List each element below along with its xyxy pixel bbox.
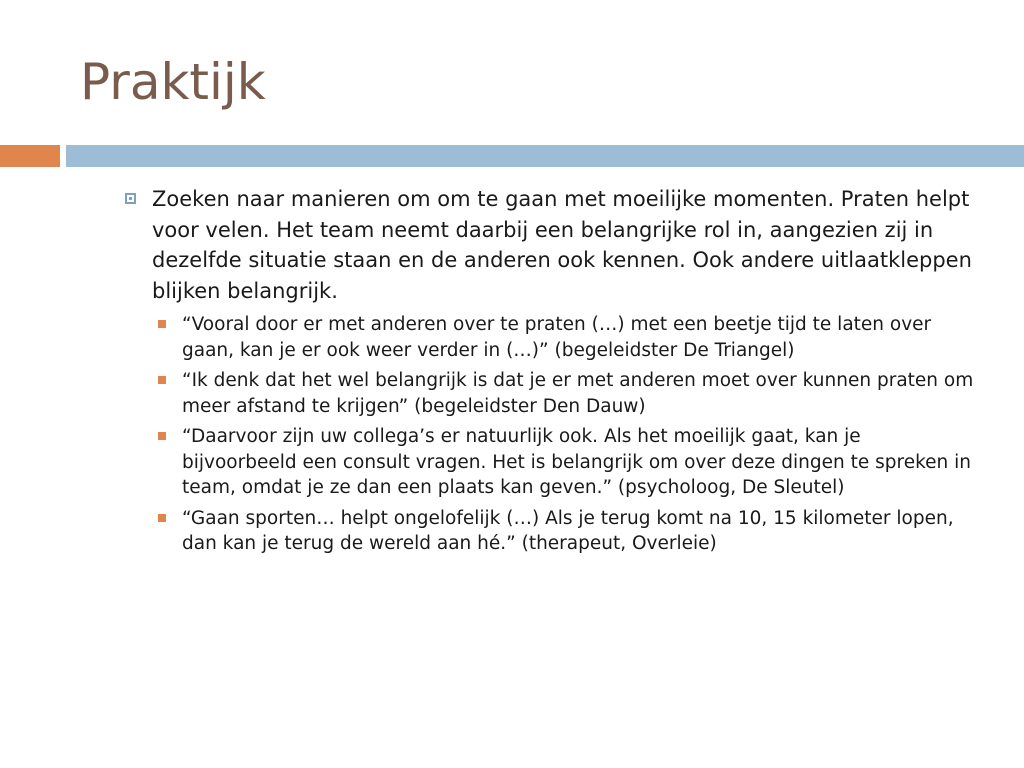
quote-text: “Daarvoor zijn uw collega’s er natuurlijk ook. Als het moeilijk gaat, kan je bijvoorbeeld een consult vragen. Het is belangrijk om over deze dingen te spreken in team, omdat je ze dan een plaats kan geven.” (psycholoog, De Sleutel) <box>182 426 972 498</box>
slide-title: Praktijk <box>80 53 266 111</box>
orange-square-bullet-icon <box>158 432 166 440</box>
orange-square-bullet-icon <box>158 320 166 328</box>
square-bullet-icon <box>125 193 136 204</box>
quote-item <box>158 368 975 419</box>
quote-item <box>158 312 975 363</box>
orange-square-bullet-icon <box>158 376 166 384</box>
quote-list <box>125 312 975 557</box>
orange-square-bullet-icon <box>158 514 166 522</box>
quote-text: “Gaan sporten… helpt ongelofelijk (…) Als je terug komt na 10, 15 kilometer lopen, dan kan je terug de wereld aan hé.” (therapeut, Overleie) <box>182 507 954 554</box>
main-bullet <box>125 184 975 306</box>
main-bullet-text: Zoeken naar manieren om om te gaan met moeilijke momenten. Praten helpt voor velen. Het team neemt daarbij een belangrijke rol in, aangezien zij in dezelfde situatie staan en de anderen ook kennen. Ook andere uitlaatkleppen blijken belangrijk. <box>152 187 972 303</box>
quote-text: “Ik denk dat het wel belangrijk is dat je er met anderen moet over kunnen praten om meer afstand te krijgen” (begeleidster Den Dauw) <box>182 370 974 417</box>
slide-content <box>125 184 975 562</box>
accent-bar-orange <box>0 145 60 167</box>
quote-item <box>158 424 975 501</box>
quote-item <box>158 506 975 557</box>
accent-bar-blue <box>66 145 1024 167</box>
quote-text: “Vooral door er met anderen over te praten (…) met een beetje tijd te laten over gaan, kan je er ook weer verder in (…)” (begeleidster De Triangel) <box>182 314 932 361</box>
